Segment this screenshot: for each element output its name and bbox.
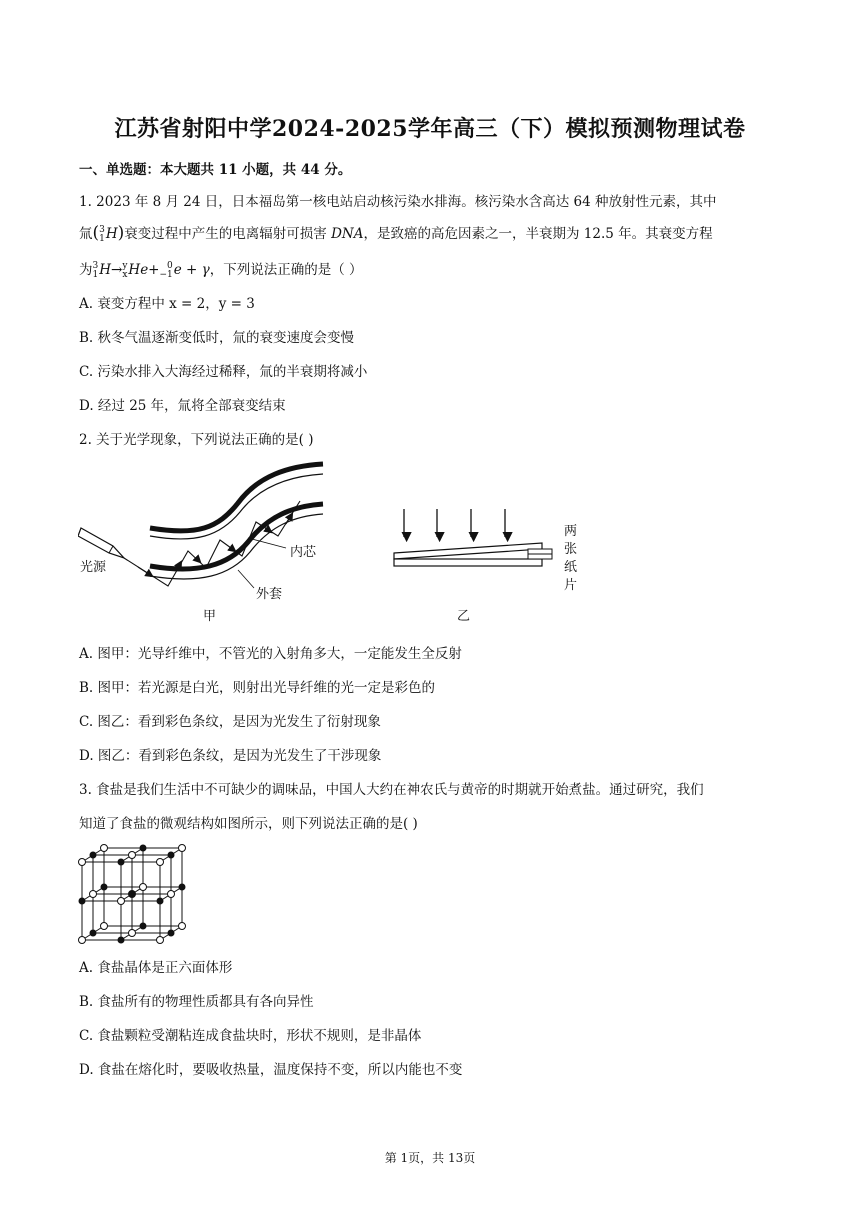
q3-stem-line1: 3. 食盐是我们生活中不可缺少的调味品，中国人大约在神农氏与黄帝的时期就开始煮盐。通过研究，我们 (79, 782, 704, 798)
light-source-label: 光源 (80, 560, 107, 575)
paper-label-char: 片 (564, 578, 578, 593)
dna-term: DNA (331, 226, 364, 242)
q2-option-d: D. 图乙：看到彩色条纹，是因为光发生了干涉现象 (79, 748, 382, 764)
q1-stem-prefix: 为 (79, 262, 93, 278)
paper-label-char: 两 (564, 524, 578, 539)
q2-option-c: C. 图乙：看到彩色条纹，是因为光发生了衍射现象 (79, 714, 381, 730)
tritium-symbol: (3 1H) (92, 223, 125, 244)
q2-stem: 2. 关于光学现象，下列说法正确的是( ) (79, 432, 314, 448)
q1-option-b: B. 秋冬气温逐渐变低时，氚的衰变速度会变慢 (79, 330, 355, 346)
q1-option-a: A. 衰变方程中 x = 2，y = 3 (79, 296, 255, 312)
page-footer: 第 1页，共 13页 (384, 1151, 476, 1165)
q1-stem-line1: 1. 2023 年 8 月 24 日，日本福岛第一核电站启动核污染水排海。核污染水含高达 64 种放射性元素，其中 (79, 194, 717, 210)
q1-stem-text: 衰变过程中产生的电离辐射可损害 (124, 226, 332, 242)
q2-option-a: A. 图甲：光导纤维中，不管光的入射角多大，一定能发生全反射 (79, 646, 462, 662)
q1-stem-suffix: ，下列说法正确的是（ ） (209, 262, 363, 278)
q3-option-a: A. 食盐晶体是正六面体形 (79, 960, 233, 976)
q3-option-b: B. 食盐所有的物理性质都具有各向异性 (79, 994, 314, 1010)
q3-option-d: D. 食盐在熔化时，要吸收热量，温度保持不变，所以内能也不变 (79, 1062, 463, 1078)
light-source-icon (78, 528, 124, 558)
q2-option-b: B. 图甲：若光源是白光，则射出光导纤维的光一定是彩色的 (79, 680, 436, 696)
salt-crystal-lattice-figure (78, 842, 188, 946)
q3-stem-line2: 知道了食盐的微观结构如图所示，则下列说法正确的是( ) (79, 816, 418, 832)
q3-option-c: C. 食盐颗粒受潮粘连成食盐块时，形状不规则，是非晶体 (79, 1028, 422, 1044)
section-heading: 一、单选题：本大题共 11 小题，共 44 分。 (79, 162, 352, 178)
paper-label-char: 张 (564, 542, 578, 557)
q1-stem-line3 (79, 258, 363, 280)
figure-jia-caption: 甲 (203, 609, 217, 624)
figure-yi-caption: 乙 (457, 609, 471, 624)
core-label: 内芯 (290, 545, 317, 560)
paper-label-char: 纸 (564, 560, 578, 575)
q1-stem-text-2: ，是致癌的高危因素之一，半衰期为 12.5 年。其衰变方程 (363, 226, 713, 242)
q1-tritium-word: 氚 (79, 226, 93, 242)
q1-option-c: C. 污染水排入大海经过稀释，氚的半衰期将减小 (79, 364, 368, 380)
thin-film-figure (390, 505, 562, 575)
paper-label (564, 523, 578, 595)
page-title: 江苏省射阳中学2024-2025学年高三（下）模拟预测物理试卷 (114, 116, 746, 142)
q1-stem-line2 (79, 222, 713, 244)
decay-equation: 3 1H→y xHe+ 0 −1e + γ (92, 260, 210, 280)
cladding-label: 外套 (256, 587, 283, 602)
q1-option-d: D. 经过 25 年，氚将全部衰变结束 (79, 398, 286, 414)
